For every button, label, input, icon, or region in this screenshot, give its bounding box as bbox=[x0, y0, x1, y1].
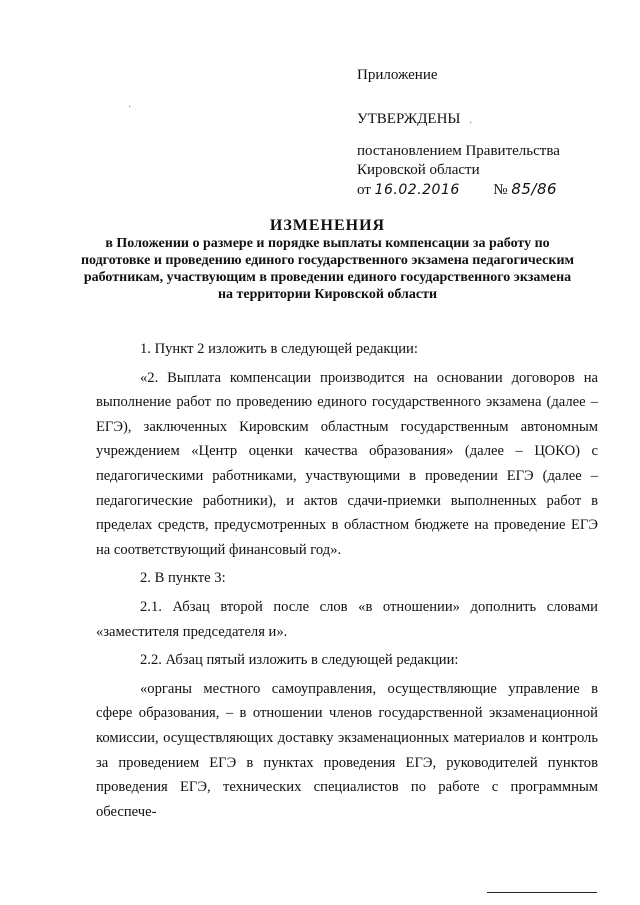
heading-title: ИЗМЕНЕНИЯ bbox=[269, 217, 386, 234]
appendix-label: Приложение bbox=[357, 67, 438, 83]
heading-subtitle: в Положении о размере и порядке выплаты компенсации за работу по подготовке и проведению единого государственного экзамена педагогическим работникам, участвующим в проведении единого государственного экзамена на территории Кировской области bbox=[80, 236, 575, 302]
paragraph: 2. В пункте 3: bbox=[140, 570, 226, 587]
paragraph: 1. Пункт 2 изложить в следующей редакции: bbox=[140, 341, 418, 357]
decree-date-line bbox=[357, 180, 557, 200]
paragraph: «органы местного самоуправления, осуществляющие управление в сфере образования, – в отношении членов государственной экзаменационной комиссии, осуществляющих доставку экзаменационных материалов и контроль за проведением ЕГЭ в пунктах проведения ЕГЭ, руководителей пунктов проведения ЕГЭ, технических специалистов по работе с программным обеспече- bbox=[96, 680, 598, 820]
scan-speck: · bbox=[469, 118, 473, 129]
number-prefix: № bbox=[493, 182, 508, 198]
paragraph: «2. Выплата компенсации производится на основании договоров на выполнение работ по проведению единого государственного экзамена (далее – ЕГЭ), заключенных Кировским областным государственным автономным учреждением «Центр оценки качества образования» (далее – ЦОКО) с педагогическими работниками, участвующими в проведении ЕГЭ (далее – педагогические работники), и актов сдачи-приемки выполненных работ в пределах средств, предусмотренных в областном бюджете на проведение ЕГЭ на соответствующий финансовый год». bbox=[96, 369, 598, 558]
handwritten-date: 16.02.2016 bbox=[374, 182, 460, 198]
footer-rule bbox=[487, 892, 597, 893]
paragraph: 2.2. Абзац пятый изложить в следующей редакции: bbox=[140, 652, 459, 669]
decree-line-1: постановлением Правительства bbox=[357, 143, 560, 159]
scan-speck: · bbox=[128, 102, 132, 113]
decree-line-2: Кировской области bbox=[357, 162, 480, 178]
paragraph: 2.1. Абзац второй после слов «в отношении» дополнить словами «заместителя председателя и». bbox=[96, 598, 598, 640]
date-prefix: от bbox=[357, 182, 371, 198]
document-heading bbox=[80, 217, 575, 303]
document-body bbox=[96, 337, 598, 824]
approved-label: УТВЕРЖДЕНЫ bbox=[357, 111, 461, 127]
handwritten-number: 85/86 bbox=[511, 180, 558, 198]
